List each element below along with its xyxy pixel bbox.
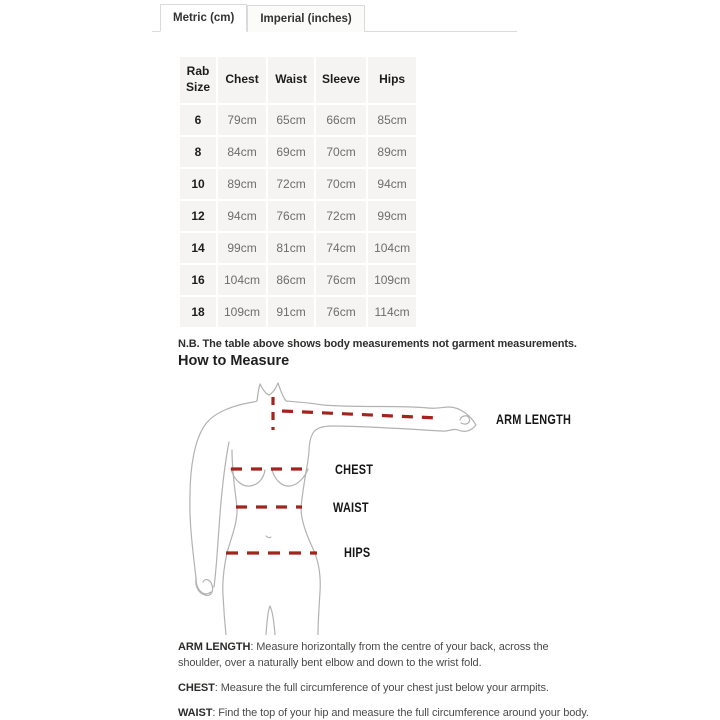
cell-chest: 84cm: [218, 137, 266, 167]
instruction-text: : Measure horizontally from the centre of your back, across the shoulder, over a naturally bent elbow and down to the wrist fold.: [178, 641, 549, 669]
arm-length-label: ARM LENGTH: [496, 411, 572, 427]
instruction-term: CHEST: [178, 681, 215, 694]
waist-instruction: [178, 706, 590, 720]
col-header-chest: Chest: [218, 57, 266, 103]
col-header-waist: Waist: [268, 57, 314, 103]
cell-hips: 85cm: [368, 105, 416, 135]
cell-chest: 89cm: [218, 169, 266, 199]
table-row: [180, 169, 416, 199]
arm-length-dash-line: [282, 411, 438, 418]
table-header-row: [180, 57, 416, 103]
cell-size: 8: [180, 137, 216, 167]
tab-imperial[interactable]: Imperial (inches): [247, 5, 364, 32]
chest-instruction: [178, 681, 590, 697]
cell-hips: 99cm: [368, 201, 416, 231]
cell-sleeve: 76cm: [316, 265, 366, 295]
cell-sleeve: 66cm: [316, 105, 366, 135]
cell-chest: 79cm: [218, 105, 266, 135]
cell-sleeve: 76cm: [316, 297, 366, 327]
cell-hips: 89cm: [368, 137, 416, 167]
table-row: [180, 297, 416, 327]
chest-label: CHEST: [335, 461, 374, 477]
cell-waist: 91cm: [268, 297, 314, 327]
cell-size: 10: [180, 169, 216, 199]
table-row: [180, 105, 416, 135]
cell-waist: 81cm: [268, 233, 314, 263]
cell-waist: 86cm: [268, 265, 314, 295]
instruction-term: WAIST: [178, 706, 213, 719]
hips-label: HIPS: [344, 544, 371, 560]
body-measurements-note: N.B. The table above shows body measurements not garment measurements.: [178, 338, 577, 350]
cell-chest: 104cm: [218, 265, 266, 295]
cell-hips: 94cm: [368, 169, 416, 199]
cell-waist: 65cm: [268, 105, 314, 135]
cell-chest: 99cm: [218, 233, 266, 263]
instruction-text: : Find the top of your hip and measure the full circumference around your body.: [212, 706, 589, 719]
arm-length-instruction: [178, 640, 590, 672]
col-header-hips: Hips: [368, 57, 416, 103]
how-to-measure-heading: How to Measure: [178, 353, 290, 369]
col-header-rab-size: Rab Size: [180, 57, 216, 103]
cell-size: 12: [180, 201, 216, 231]
cell-size: 16: [180, 265, 216, 295]
cell-chest: 109cm: [218, 297, 266, 327]
tab-metric[interactable]: Metric (cm): [160, 4, 247, 32]
cell-sleeve: 74cm: [316, 233, 366, 263]
cell-size: 14: [180, 233, 216, 263]
cell-hips: 109cm: [368, 265, 416, 295]
cell-hips: 104cm: [368, 233, 416, 263]
cell-sleeve: 72cm: [316, 201, 366, 231]
table-row: [180, 201, 416, 231]
units-tab-bar: [152, 3, 517, 32]
instruction-term: ARM LENGTH: [178, 641, 251, 653]
table-row: [180, 137, 416, 167]
cell-size: 18: [180, 297, 216, 327]
size-table: [178, 55, 418, 329]
cell-sleeve: 70cm: [316, 137, 366, 167]
cell-waist: 69cm: [268, 137, 314, 167]
cell-sleeve: 70cm: [316, 169, 366, 199]
instruction-text: : Measure the full circumference of your chest just below your armpits.: [214, 681, 549, 694]
cell-size: 6: [180, 105, 216, 135]
cell-chest: 94cm: [218, 201, 266, 231]
cell-hips: 114cm: [368, 297, 416, 327]
cell-waist: 72cm: [268, 169, 314, 199]
col-header-sleeve: Sleeve: [316, 57, 366, 103]
cell-waist: 76cm: [268, 201, 314, 231]
measuring-instructions: [178, 640, 590, 720]
table-row: [180, 265, 416, 295]
table-row: [180, 233, 416, 263]
waist-label: WAIST: [333, 499, 369, 515]
